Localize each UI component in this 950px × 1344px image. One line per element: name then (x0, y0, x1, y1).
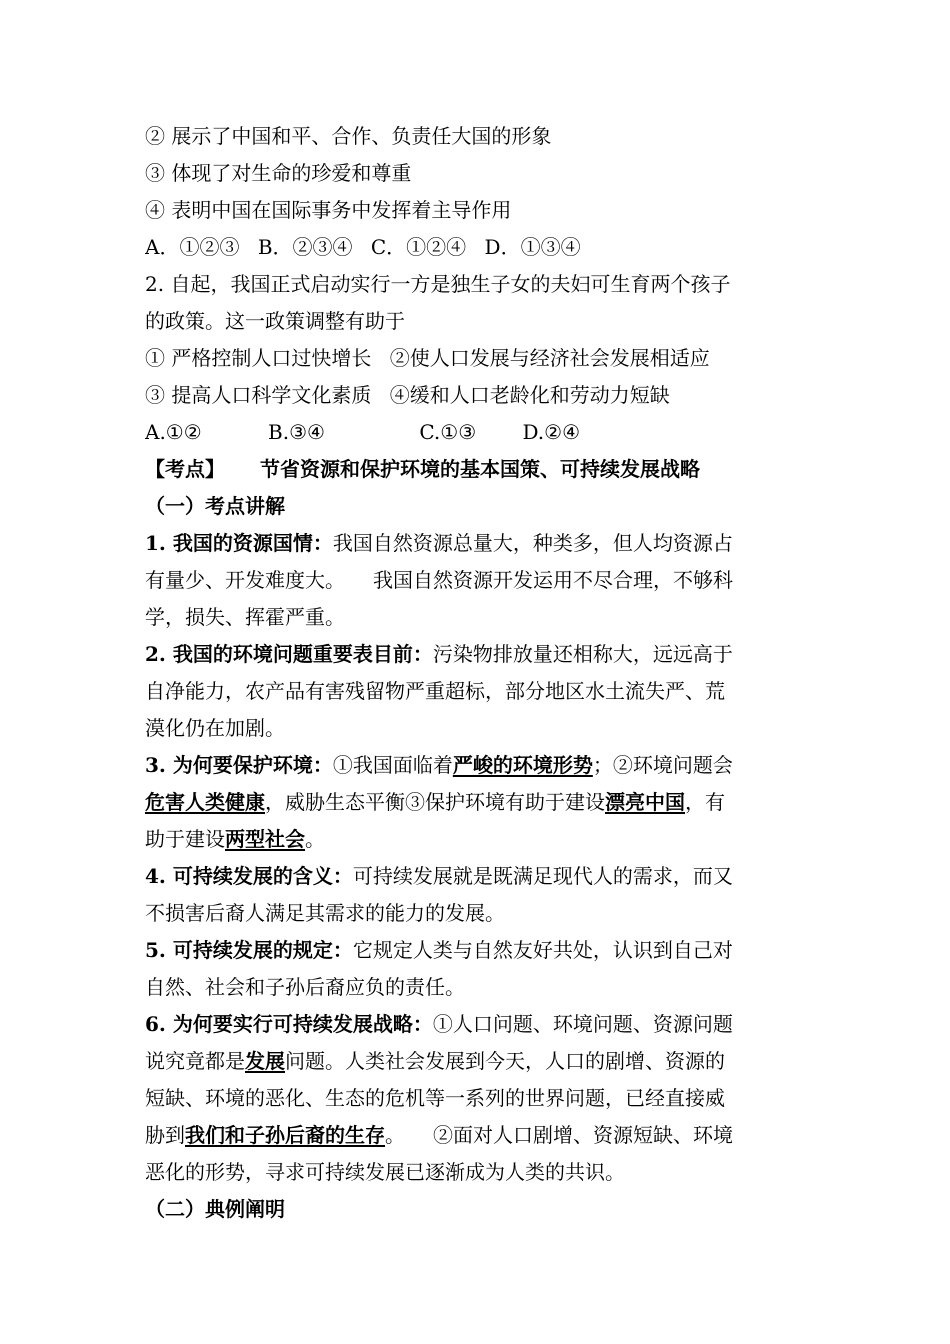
point-1-line-2 (145, 562, 810, 599)
q1-choice-c: C．①②④ (370, 235, 467, 259)
point-6-line-3: 短缺、环境的恶化、生态的危机等一系列的世界问题，已经直接威 (145, 1086, 725, 1110)
q1-option-2: ② 展示了中国和平、合作、负责任大国的形象 (145, 124, 552, 148)
point-3-keyword-1: 严峻的环境形势 (452, 753, 593, 777)
q2-stem-line-2: 的政策。这一政策调整有助于 (145, 309, 405, 333)
point-3-keyword-2: 危害人类健康 (145, 790, 265, 814)
q1-choice-d: D．①③④ (484, 235, 581, 259)
section-title: 节省资源和保护环境的基本国策、可持续发展战略 (259, 457, 700, 481)
point-6-text-c: 胁到 (145, 1123, 185, 1147)
q2-options-row-2 (145, 377, 810, 414)
point-6-text-e: ②面对人口剧增、资源短缺、环境 (433, 1123, 733, 1147)
point-1-heading: 1. 我国的资源国情： (145, 531, 333, 555)
point-5-heading: 5. 可持续发展的规定： (145, 938, 353, 962)
point-6-line-1 (145, 1006, 810, 1043)
point-6-keyword-2: 我们和子孙后裔的生存 (185, 1123, 385, 1147)
point-3-line-3 (145, 821, 810, 858)
point-6-text-d: 。 (385, 1123, 405, 1147)
q2-option-3: ③ 提高人口科学文化素质 (145, 383, 372, 407)
q2-options-row-1 (145, 340, 810, 377)
point-3-text-e: 助于建设 (145, 827, 225, 851)
point-6-line-2 (145, 1043, 810, 1080)
point-4-heading: 4. 可持续发展的含义： (145, 864, 353, 888)
point-3-keyword-4: 两型社会 (225, 827, 305, 851)
point-3-text-d: ，有 (685, 790, 725, 814)
point-6-heading: 6. 为何要实行可持续发展战略： (145, 1012, 433, 1036)
point-1-text-2a: 有量少、开发难度大。 (145, 568, 345, 592)
point-4-line-1 (145, 858, 810, 895)
point-3-text-c: ，威胁生态平衡③保护环境有助于建设 (265, 790, 605, 814)
point-3-line-1 (145, 747, 810, 784)
q2-option-1: ① 严格控制人口过快增长 (145, 346, 372, 370)
point-3-keyword-3: 漂亮中国 (605, 790, 685, 814)
q1-option-4: ④ 表明中国在国际事务中发挥着主导作用 (145, 198, 512, 222)
q1-choice-a: A．①②③ (145, 235, 240, 259)
q2-choice-c: C.①③ (419, 420, 477, 444)
point-2-line-2: 自净能力，农产品有害残留物严重超标，部分地区水土流失严、荒 (145, 679, 725, 703)
point-6-line-4 (145, 1117, 810, 1154)
point-6-line-5: 恶化的形势，寻求可持续发展已逐渐成为人类的共识。 (145, 1160, 625, 1184)
q1-choice-b: B．②③④ (257, 235, 353, 259)
q2-stem-line-1: 2. 自起，我国正式启动实行一方是独生子女的夫妇可生育两个孩子 (145, 272, 731, 296)
q2-choice-d: D.②④ (522, 420, 581, 444)
point-3-line-2 (145, 784, 810, 821)
q1-option-3: ③ 体现了对生命的珍爱和尊重 (145, 161, 412, 185)
point-2-line-1 (145, 636, 810, 673)
point-1-line-3: 学，损失、挥霍严重。 (145, 605, 345, 629)
subsection-examples: （二）典例阐明 (145, 1197, 285, 1221)
point-5-line-1 (145, 932, 810, 969)
q2-answer-choices (145, 414, 810, 451)
section-heading (145, 451, 810, 488)
q2-choice-a: A.①② (145, 420, 202, 444)
point-6-text-b: 问题。人类社会发展到今天，人口的剧增、资源的 (285, 1049, 725, 1073)
point-4-line-2: 不损害后裔人满足其需求的能力的发展。 (145, 901, 505, 925)
point-3-heading: 3. 为何要保护环境： (145, 753, 333, 777)
subsection-explanation: （一）考点讲解 (145, 494, 285, 518)
point-6-keyword-1: 发展 (245, 1049, 285, 1073)
point-3-text-b: ；②环境问题会 (592, 753, 733, 777)
point-2-line-3: 漠化仍在加剧。 (145, 716, 285, 740)
q1-answer-choices (145, 229, 810, 266)
section-tag: 【考点】 (145, 457, 225, 481)
point-2-text-1: 污染物排放量还相称大，远远高于 (432, 642, 733, 666)
point-2-heading: 2. 我国的环境问题重要表目前： (145, 642, 433, 666)
document-page (145, 118, 810, 1228)
point-6-text-a: 说究竟都是 (145, 1049, 245, 1073)
q2-choice-b: B.③④ (268, 420, 325, 444)
q2-option-4: ④缓和人口老龄化和劳动力短缺 (389, 383, 670, 407)
point-5-text-1: 它规定人类与自然友好共处，认识到自己对 (352, 938, 733, 962)
point-6-text-1: ①人口问题、环境问题、资源问题 (432, 1012, 733, 1036)
point-1-line-1 (145, 525, 810, 562)
point-3-text-a: ①我国面临着 (332, 753, 453, 777)
point-1-text-1: 我国自然资源总量大，种类多，但人均资源占 (332, 531, 733, 555)
point-4-text-1: 可持续发展就是既满足现代人的需求，而又 (352, 864, 733, 888)
point-5-line-2: 自然、社会和子孙后裔应负的责任。 (145, 975, 465, 999)
q2-option-2: ②使人口发展与经济社会发展相适应 (389, 346, 710, 370)
point-1-text-2b: 我国自然资源开发运用不尽合理，不够科 (373, 568, 733, 592)
point-3-text-f: 。 (305, 827, 325, 851)
